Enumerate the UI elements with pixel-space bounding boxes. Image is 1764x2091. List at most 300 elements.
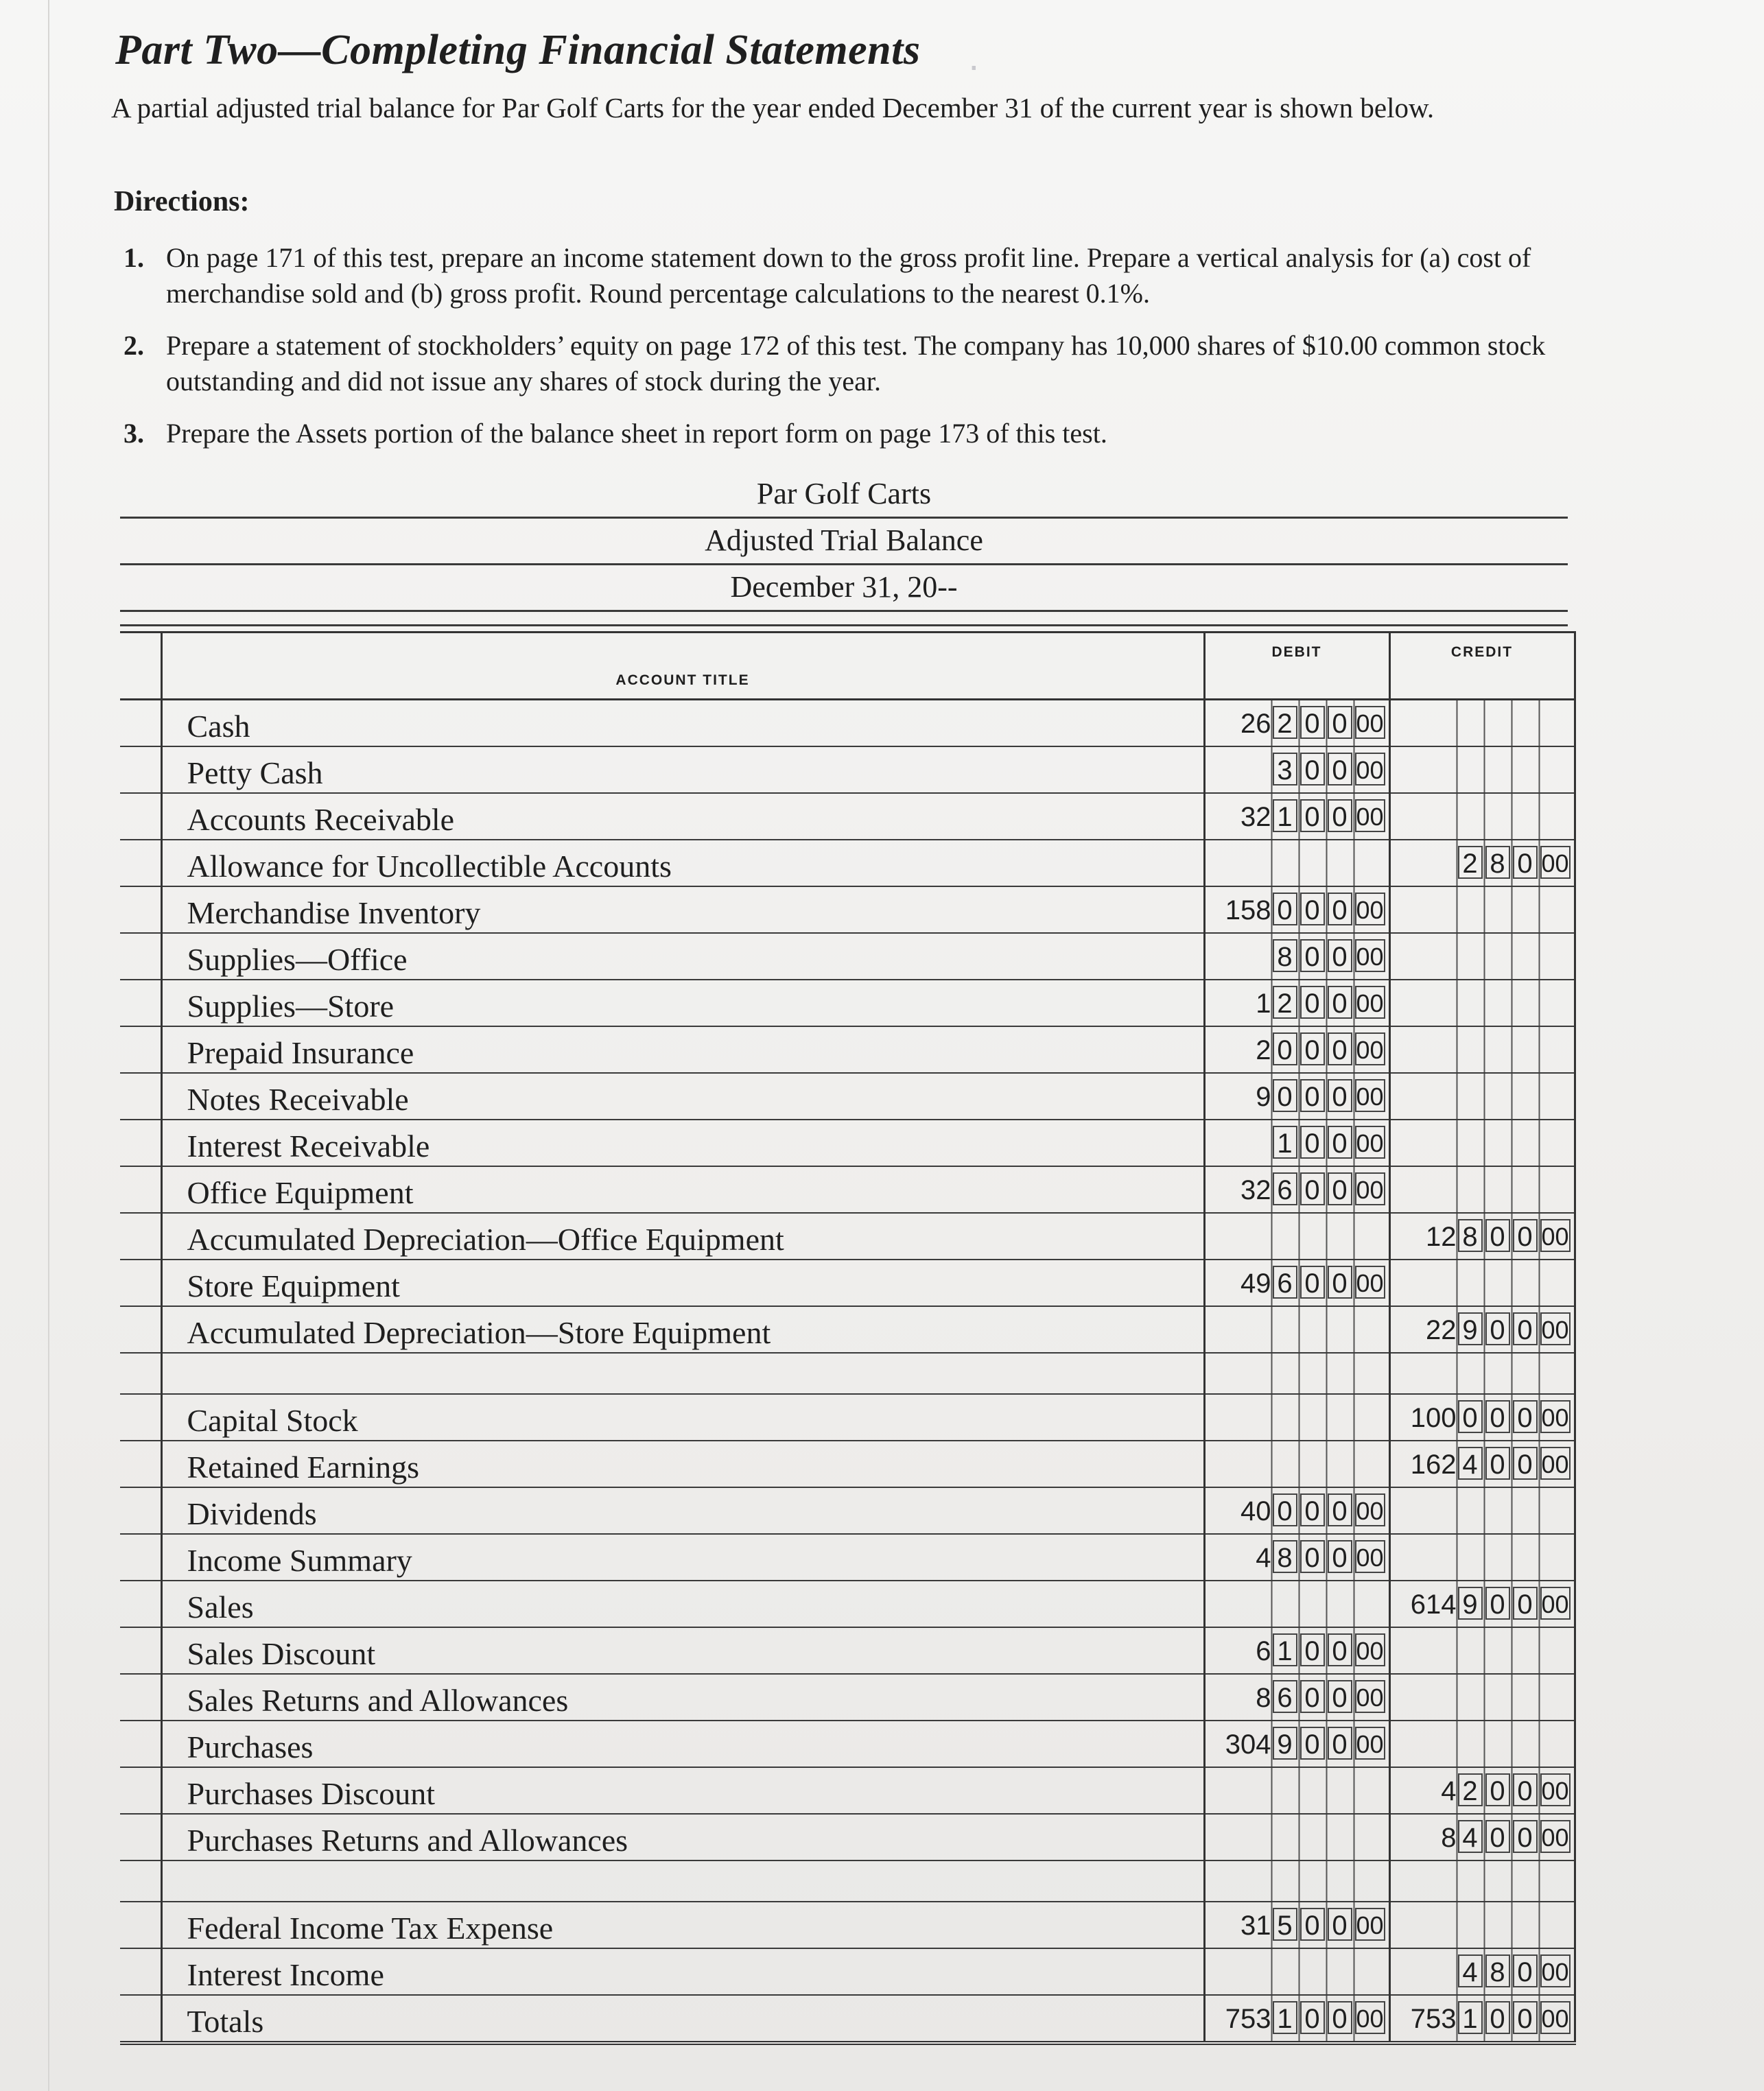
debit-amount	[1206, 1493, 1385, 1529]
row-margin	[120, 1441, 161, 1487]
credit-amount	[1391, 2001, 1571, 2037]
trial-balance-body	[120, 700, 1575, 2044]
directions-heading: Directions:	[114, 186, 250, 217]
amount-thousands: 9	[1256, 1082, 1271, 1112]
table-row	[120, 1534, 1575, 1581]
amount-tens: 0	[1485, 1312, 1510, 1345]
amount-cents: 00	[1355, 1680, 1385, 1713]
row-margin	[120, 1860, 161, 1902]
amount-thousands: 2	[1256, 1035, 1271, 1065]
amount-ones: 0	[1328, 893, 1352, 925]
account-title: Dividends	[161, 1487, 1204, 1534]
credit-amount	[1391, 1312, 1571, 1348]
amount-tens: 0	[1300, 706, 1325, 739]
amount-cents: 00	[1540, 1773, 1571, 1806]
debit-amount-cell	[1204, 886, 1389, 933]
table-row	[120, 840, 1575, 886]
amount-hundreds: 1	[1458, 2001, 1483, 2034]
amount-thousands: 1	[1256, 989, 1271, 1019]
amount-cents: 00	[1540, 1400, 1571, 1433]
account-title: Store Equipment	[161, 1260, 1204, 1306]
credit-amount-cell	[1389, 1026, 1575, 1073]
row-margin	[120, 1721, 161, 1767]
amount-hundreds: 5	[1273, 1908, 1297, 1941]
debit-amount-cell	[1204, 1213, 1389, 1260]
debit-amount-cell	[1204, 1166, 1389, 1213]
account-title: Office Equipment	[161, 1166, 1204, 1213]
amount-hundreds: 1	[1273, 1633, 1297, 1666]
debit-amount-cell	[1204, 1674, 1389, 1721]
credit-amount-cell	[1389, 1995, 1575, 2043]
amount-thousands: 12	[1426, 1222, 1457, 1252]
row-margin	[120, 886, 161, 933]
amount-cents: 00	[1355, 1727, 1385, 1760]
credit-amount-cell	[1389, 840, 1575, 886]
amount-hundreds: 1	[1273, 1126, 1297, 1159]
amount-tens: 0	[1300, 753, 1325, 785]
debit-amount-cell	[1204, 1120, 1389, 1166]
credit-amount	[1391, 1587, 1571, 1622]
amount-ones: 0	[1328, 706, 1352, 739]
debit-amount	[1206, 1908, 1385, 1944]
account-title-header: ACCOUNT TITLE	[161, 633, 1204, 700]
amount-tens: 0	[1300, 1079, 1325, 1112]
row-margin	[120, 1534, 161, 1581]
amount-tens: 0	[1300, 1172, 1325, 1205]
debit-amount-cell	[1204, 980, 1389, 1026]
amount-tens: 0	[1485, 1219, 1510, 1252]
debit-amount	[1206, 1633, 1385, 1669]
amount-tens: 0	[1300, 1493, 1325, 1526]
amount-cents: 00	[1540, 1219, 1571, 1252]
amount-cents: 00	[1540, 1954, 1571, 1987]
amount-cents: 00	[1355, 1908, 1385, 1941]
debit-amount-cell	[1204, 1902, 1389, 1948]
debit-amount	[1206, 1727, 1385, 1762]
direction-number: 1.	[124, 242, 144, 273]
account-title: Cash	[161, 700, 1204, 747]
amount-cents: 00	[1355, 1493, 1385, 1526]
amount-ones: 0	[1328, 799, 1352, 832]
row-margin	[120, 793, 161, 840]
table-row	[120, 1627, 1575, 1674]
row-margin	[120, 1353, 161, 1394]
amount-tens: 0	[1300, 893, 1325, 925]
table-row	[120, 1260, 1575, 1306]
direction-text: Prepare a statement of stockholders’ equity on page 172 of this test. The company has 10,000 shares of $10.00 common stock outstanding and did not issue any shares of stock during the year.	[166, 330, 1546, 397]
amount-hundreds: 6	[1273, 1680, 1297, 1713]
debit-amount-cell	[1204, 1860, 1389, 1902]
table-row	[120, 1581, 1575, 1627]
account-title: Accumulated Depreciation—Office Equipment	[161, 1213, 1204, 1260]
amount-ones: 0	[1328, 753, 1352, 785]
amount-tens: 0	[1300, 1680, 1325, 1713]
debit-amount	[1206, 706, 1385, 742]
table-row	[120, 1902, 1575, 1948]
amount-thousands: 158	[1225, 895, 1271, 925]
account-title: Income Summary	[161, 1534, 1204, 1581]
credit-amount	[1391, 1447, 1571, 1482]
table-row	[120, 1767, 1575, 1814]
debit-amount-cell	[1204, 1767, 1389, 1814]
trial-balance-table	[120, 631, 1576, 2045]
amount-hundreds: 1	[1273, 799, 1297, 832]
credit-amount-cell	[1389, 1814, 1575, 1860]
amount-hundreds: 9	[1458, 1587, 1483, 1620]
amount-tens: 0	[1485, 1587, 1510, 1620]
amount-thousands: 32	[1240, 802, 1271, 832]
amount-tens: 0	[1300, 939, 1325, 972]
amount-tens: 0	[1485, 1773, 1510, 1806]
account-title: Allowance for Uncollectible Accounts	[161, 840, 1204, 886]
credit-amount-cell	[1389, 1120, 1575, 1166]
account-title: Sales Returns and Allowances	[161, 1674, 1204, 1721]
amount-ones: 0	[1513, 1587, 1538, 1620]
amount-cents: 00	[1355, 986, 1385, 1019]
amount-ones: 0	[1328, 1172, 1352, 1205]
table-row	[120, 933, 1575, 980]
debit-amount-cell	[1204, 1814, 1389, 1860]
amount-thousands: 753	[1225, 2004, 1271, 2034]
credit-amount-cell	[1389, 793, 1575, 840]
amount-hundreds: 0	[1273, 1079, 1297, 1112]
row-margin	[120, 933, 161, 980]
credit-amount	[1391, 1820, 1571, 1856]
debit-amount-cell	[1204, 1394, 1389, 1441]
credit-header: CREDIT	[1389, 633, 1575, 700]
credit-amount-cell	[1389, 1213, 1575, 1260]
amount-cents: 00	[1355, 753, 1385, 785]
table-row	[120, 1487, 1575, 1534]
row-margin	[120, 980, 161, 1026]
credit-amount-cell	[1389, 1353, 1575, 1394]
amount-cents: 00	[1355, 1633, 1385, 1666]
account-title: Purchases	[161, 1721, 1204, 1767]
heading-rule	[120, 620, 1568, 626]
credit-amount-cell	[1389, 1073, 1575, 1120]
amount-ones: 0	[1328, 2001, 1352, 2034]
amount-ones: 0	[1513, 1447, 1538, 1480]
account-title: Prepaid Insurance	[161, 1026, 1204, 1073]
amount-thousands: 304	[1225, 1729, 1271, 1760]
directions-list	[124, 240, 1571, 468]
credit-amount	[1391, 1219, 1571, 1255]
direction-item	[124, 328, 1571, 399]
show-through-mark: ·	[967, 43, 980, 86]
debit-amount-cell	[1204, 933, 1389, 980]
credit-amount-cell	[1389, 1394, 1575, 1441]
amount-cents: 00	[1540, 1820, 1571, 1853]
blank-row	[120, 1860, 1575, 1902]
debit-amount-cell	[1204, 1721, 1389, 1767]
debit-amount	[1206, 939, 1385, 975]
account-title: Interest Receivable	[161, 1120, 1204, 1166]
credit-amount-cell	[1389, 1902, 1575, 1948]
blank-account-cell	[161, 1860, 1204, 1902]
debit-amount	[1206, 1680, 1385, 1716]
amount-cents: 00	[1355, 939, 1385, 972]
credit-amount-cell	[1389, 1860, 1575, 1902]
amount-ones: 0	[1328, 939, 1352, 972]
amount-hundreds: 1	[1273, 2001, 1297, 2034]
blank-row	[120, 1353, 1575, 1394]
amount-hundreds: 6	[1273, 1172, 1297, 1205]
amount-tens: 0	[1485, 2001, 1510, 2034]
amount-thousands: 40	[1240, 1496, 1271, 1526]
debit-amount	[1206, 1540, 1385, 1576]
table-row	[120, 1120, 1575, 1166]
amount-ones: 0	[1328, 1079, 1352, 1112]
amount-tens: 8	[1485, 1954, 1510, 1987]
blank-account-cell	[161, 1353, 1204, 1394]
table-row	[120, 793, 1575, 840]
amount-tens: 0	[1300, 799, 1325, 832]
debit-amount-cell	[1204, 1026, 1389, 1073]
amount-ones: 0	[1513, 846, 1538, 879]
amount-ones: 0	[1328, 1540, 1352, 1573]
amount-tens: 0	[1300, 1126, 1325, 1159]
credit-amount	[1391, 1400, 1571, 1436]
table-row	[120, 746, 1575, 793]
table-row	[120, 1306, 1575, 1353]
row-margin	[120, 1120, 161, 1166]
credit-amount-cell	[1389, 886, 1575, 933]
amount-cents: 00	[1540, 2001, 1571, 2034]
table-row	[120, 1948, 1575, 1995]
amount-ones: 0	[1513, 1820, 1538, 1853]
amount-cents: 00	[1540, 1312, 1571, 1345]
table-row	[120, 886, 1575, 933]
debit-amount-cell	[1204, 1441, 1389, 1487]
debit-amount-cell	[1204, 1260, 1389, 1306]
company-name: Par Golf Carts	[120, 476, 1568, 519]
amount-cents: 00	[1355, 1172, 1385, 1205]
amount-thousands: 31	[1240, 1911, 1271, 1941]
direction-text: Prepare the Assets portion of the balance sheet in report form on page 173 of this test.	[166, 418, 1107, 449]
credit-amount-cell	[1389, 933, 1575, 980]
account-title: Sales Discount	[161, 1627, 1204, 1674]
table-row	[120, 1674, 1575, 1721]
amount-ones: 0	[1328, 1493, 1352, 1526]
amount-hundreds: 9	[1458, 1312, 1483, 1345]
header-spacer	[120, 633, 161, 700]
amount-cents: 00	[1355, 2001, 1385, 2034]
debit-amount	[1206, 986, 1385, 1021]
amount-hundreds: 3	[1273, 753, 1297, 785]
amount-ones: 0	[1513, 1400, 1538, 1433]
account-title: Petty Cash	[161, 746, 1204, 793]
amount-hundreds: 8	[1458, 1219, 1483, 1252]
table-row	[120, 700, 1575, 747]
amount-ones: 0	[1328, 1032, 1352, 1065]
amount-thousands: 753	[1410, 2004, 1457, 2034]
statement-date: December 31, 20--	[120, 569, 1568, 612]
show-through-marks	[1599, 432, 1681, 2010]
debit-amount-cell	[1204, 1306, 1389, 1353]
amount-cents: 00	[1540, 846, 1571, 879]
credit-amount	[1391, 1773, 1571, 1809]
credit-amount-cell	[1389, 1721, 1575, 1767]
debit-amount	[1206, 1079, 1385, 1115]
amount-thousands: 22	[1426, 1315, 1457, 1345]
account-title: Merchandise Inventory	[161, 886, 1204, 933]
amount-ones: 0	[1328, 1126, 1352, 1159]
debit-amount-cell	[1204, 1487, 1389, 1534]
row-margin	[120, 1487, 161, 1534]
debit-amount-cell	[1204, 793, 1389, 840]
row-margin	[120, 1948, 161, 1995]
debit-amount	[1206, 893, 1385, 928]
direction-number: 3.	[124, 418, 144, 449]
table-row	[120, 1441, 1575, 1487]
amount-hundreds: 4	[1458, 1820, 1483, 1853]
amount-cents: 00	[1355, 706, 1385, 739]
amount-hundreds: 2	[1273, 706, 1297, 739]
debit-amount-cell	[1204, 1581, 1389, 1627]
row-margin	[120, 1166, 161, 1213]
amount-ones: 0	[1513, 1219, 1538, 1252]
amount-thousands: 32	[1240, 1175, 1271, 1205]
amount-thousands: 100	[1410, 1403, 1457, 1433]
amount-hundreds: 2	[1273, 986, 1297, 1019]
amount-cents: 00	[1355, 1540, 1385, 1573]
debit-header: DEBIT	[1204, 633, 1389, 700]
amount-hundreds: 2	[1458, 1773, 1483, 1806]
amount-tens: 0	[1485, 1820, 1510, 1853]
row-margin	[120, 1627, 161, 1674]
amount-tens: 0	[1485, 1447, 1510, 1480]
amount-thousands: 6	[1256, 1636, 1271, 1666]
account-title: Accounts Receivable	[161, 793, 1204, 840]
amount-tens: 0	[1300, 986, 1325, 1019]
amount-hundreds: 8	[1273, 1540, 1297, 1573]
debit-amount-cell	[1204, 1627, 1389, 1674]
row-margin	[120, 1306, 161, 1353]
account-title: Retained Earnings	[161, 1441, 1204, 1487]
account-title: Federal Income Tax Expense	[161, 1902, 1204, 1948]
amount-tens: 0	[1300, 1908, 1325, 1941]
row-margin	[120, 840, 161, 886]
account-title: Notes Receivable	[161, 1073, 1204, 1120]
amount-tens: 0	[1300, 2001, 1325, 2034]
table-row	[120, 980, 1575, 1026]
credit-amount-cell	[1389, 1948, 1575, 1995]
table-row	[120, 1814, 1575, 1860]
amount-ones: 0	[1513, 1773, 1538, 1806]
amount-cents: 00	[1355, 1266, 1385, 1299]
account-title: Purchases Discount	[161, 1767, 1204, 1814]
row-margin	[120, 1581, 161, 1627]
credit-amount-cell	[1389, 1627, 1575, 1674]
page-edge	[0, 0, 49, 2091]
table-row	[120, 1073, 1575, 1120]
debit-amount-cell	[1204, 1995, 1389, 2043]
amount-tens: 0	[1300, 1032, 1325, 1065]
account-title: Purchases Returns and Allowances	[161, 1814, 1204, 1860]
row-margin	[120, 1394, 161, 1441]
part-title: Part Two—Completing Financial Statements	[115, 27, 921, 73]
table-header-row	[120, 633, 1575, 700]
table-row	[120, 1026, 1575, 1073]
amount-cents: 00	[1355, 893, 1385, 925]
account-title: Supplies—Store	[161, 980, 1204, 1026]
credit-amount-cell	[1389, 1441, 1575, 1487]
intro-text: A partial adjusted trial balance for Par Golf Carts for the year ended December 31 of the current year is shown below.	[111, 92, 1435, 123]
debit-amount-cell	[1204, 1534, 1389, 1581]
row-margin	[120, 1902, 161, 1948]
amount-ones: 0	[1328, 1727, 1352, 1760]
table-row	[120, 1213, 1575, 1260]
table-row	[120, 1166, 1575, 1213]
account-title: Capital Stock	[161, 1394, 1204, 1441]
amount-tens: 0	[1300, 1727, 1325, 1760]
account-title: Accumulated Depreciation—Store Equipment	[161, 1306, 1204, 1353]
table-row	[120, 1394, 1575, 1441]
direction-item	[124, 416, 1571, 451]
row-margin	[120, 1213, 161, 1260]
amount-thousands: 8	[1256, 1683, 1271, 1713]
amount-thousands: 162	[1410, 1450, 1457, 1480]
amount-cents: 00	[1355, 1126, 1385, 1159]
amount-tens: 0	[1485, 1400, 1510, 1433]
debit-amount-cell	[1204, 1353, 1389, 1394]
row-margin	[120, 1260, 161, 1306]
amount-tens: 0	[1300, 1266, 1325, 1299]
credit-amount-cell	[1389, 1260, 1575, 1306]
amount-hundreds: 8	[1273, 939, 1297, 972]
credit-amount-cell	[1389, 1306, 1575, 1353]
credit-amount-cell	[1389, 980, 1575, 1026]
amount-ones: 0	[1328, 1908, 1352, 1941]
amount-hundreds: 9	[1273, 1727, 1297, 1760]
debit-amount-cell	[1204, 1073, 1389, 1120]
amount-thousands: 4	[1256, 1543, 1271, 1573]
account-title: Interest Income	[161, 1948, 1204, 1995]
amount-ones: 0	[1513, 2001, 1538, 2034]
amount-ones: 0	[1328, 1680, 1352, 1713]
debit-amount-cell	[1204, 840, 1389, 886]
amount-cents: 00	[1540, 1447, 1571, 1480]
amount-thousands: 614	[1410, 1590, 1457, 1620]
amount-cents: 00	[1355, 1079, 1385, 1112]
table-row	[120, 1721, 1575, 1767]
amount-ones: 0	[1513, 1954, 1538, 1987]
credit-amount	[1391, 846, 1571, 882]
direction-item	[124, 240, 1571, 311]
credit-amount-cell	[1389, 1534, 1575, 1581]
amount-thousands: 26	[1240, 709, 1271, 739]
account-title: Totals	[161, 1995, 1204, 2043]
amount-hundreds: 0	[1458, 1400, 1483, 1433]
row-margin	[120, 1767, 161, 1814]
credit-amount-cell	[1389, 1487, 1575, 1534]
amount-hundreds: 6	[1273, 1266, 1297, 1299]
amount-hundreds: 2	[1458, 846, 1483, 879]
amount-hundreds: 0	[1273, 1493, 1297, 1526]
amount-cents: 00	[1540, 1587, 1571, 1620]
row-margin	[120, 746, 161, 793]
account-title: Sales	[161, 1581, 1204, 1627]
credit-amount-cell	[1389, 746, 1575, 793]
row-margin	[120, 1026, 161, 1073]
amount-ones: 0	[1328, 1266, 1352, 1299]
row-margin	[120, 1073, 161, 1120]
amount-cents: 00	[1355, 1032, 1385, 1065]
debit-amount	[1206, 1266, 1385, 1301]
debit-amount	[1206, 1126, 1385, 1161]
credit-amount-cell	[1389, 1581, 1575, 1627]
amount-tens: 8	[1485, 846, 1510, 879]
